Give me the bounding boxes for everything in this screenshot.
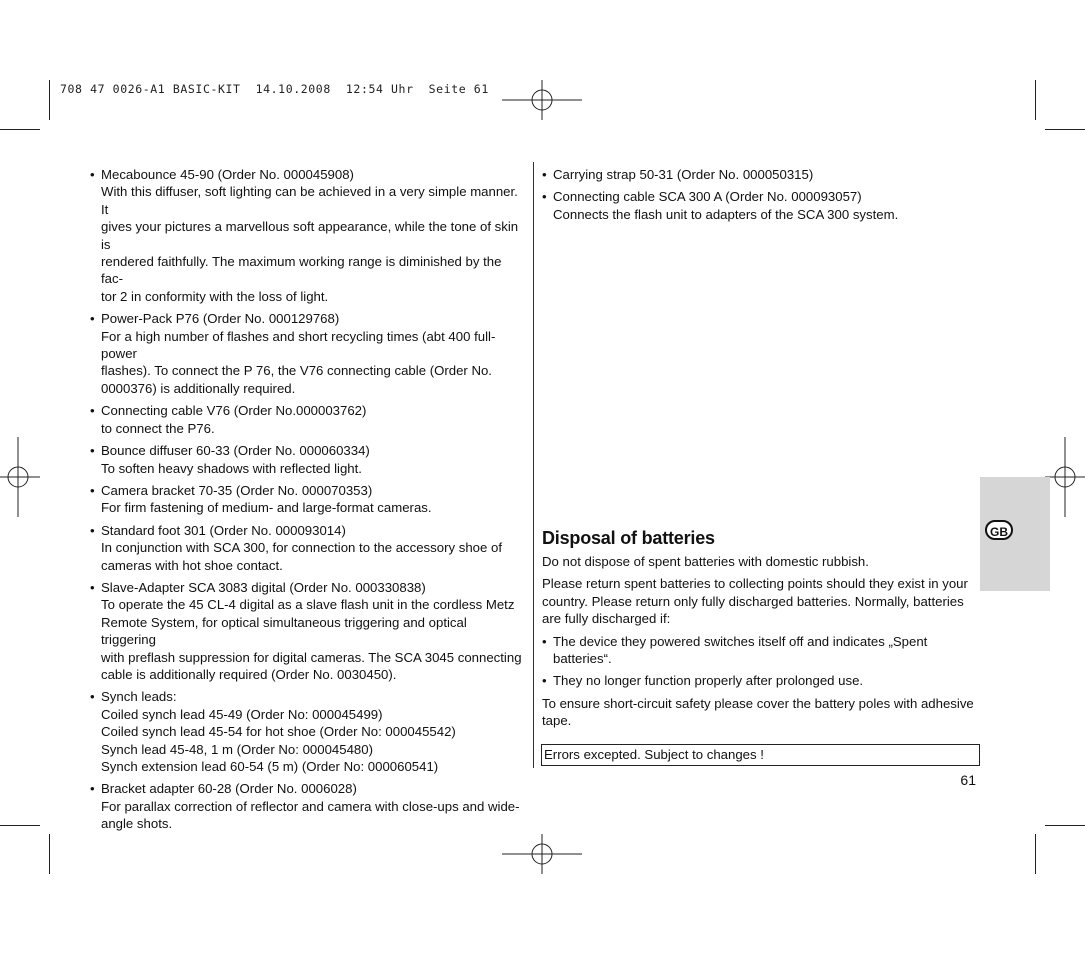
list-item	[90, 688, 522, 775]
bullet-icon: •	[90, 689, 95, 705]
list-item	[90, 579, 522, 683]
list-item	[90, 482, 522, 517]
bullet-icon: •	[90, 522, 95, 538]
list-item-description: Synch lead 45-48, 1 m (Order No: 000045480)	[101, 741, 373, 757]
list-item	[90, 442, 522, 477]
page-number: 61	[960, 772, 976, 788]
bullet-icon: •	[90, 167, 95, 182]
list-item-title: Synch leads:	[101, 689, 177, 705]
crop-mark	[1045, 825, 1085, 826]
list-item	[90, 402, 522, 437]
bullet-icon: •	[542, 633, 547, 649]
disposal-paragraph: Please return spent batteries to collecting points should they exist in your country. Please return only fully discharged batteries. Normally, batteries are fully discharged if:	[542, 576, 968, 627]
column-divider	[533, 162, 534, 768]
list-item-description: For firm fastening of medium- and large-format cameras.	[101, 500, 432, 516]
print-slug-header: 708 47 0026-A1 BASIC-KIT 14.10.2008 12:54 Uhr Seite 61	[60, 82, 489, 96]
bullet-icon: •	[542, 673, 547, 689]
list-item-title: Slave-Adapter SCA 3083 digital (Order No. 000330838)	[101, 579, 426, 595]
bullet-icon: •	[542, 167, 547, 182]
list-item-title: Bracket adapter 60-28 (Order No. 0006028)	[101, 781, 357, 797]
list-item-title: Mecabounce 45-90 (Order No. 000045908)	[101, 167, 354, 182]
bullet-icon: •	[90, 482, 95, 498]
list-item-description: 0000376) is additionally required.	[101, 380, 296, 396]
list-item-description: cameras with hot shoe contact.	[101, 557, 283, 573]
list-item-description: flashes). To connect the P 76, the V76 connecting cable (Order No.	[101, 363, 492, 379]
disposal-paragraph: To ensure short-circuit safety please cover the battery poles with adhesive tape.	[542, 695, 974, 729]
bullet-icon: •	[90, 781, 95, 797]
errors-notice-box: Errors excepted. Subject to changes !	[541, 744, 980, 766]
list-item-description: gives your pictures a marvellous soft appearance, while the tone of skin is	[101, 219, 519, 252]
list-item-description: to connect the P76.	[101, 420, 215, 436]
right-column	[542, 166, 978, 228]
crop-mark	[1035, 80, 1036, 120]
list-item-description: angle shots.	[101, 816, 173, 832]
registration-mark-icon	[1045, 437, 1085, 517]
list-item	[90, 166, 522, 305]
list-item-description: rendered faithfully. The maximum working range is diminished by the fac-	[101, 254, 502, 287]
list-item-description: To operate the 45 CL-4 digital as a slave flash unit in the cordless Metz	[101, 597, 515, 613]
list-item-title: Bounce diffuser 60-33 (Order No. 000060334)	[101, 443, 370, 459]
list-item-description: Connects the flash unit to adapters of the SCA 300 system.	[553, 206, 899, 222]
list-item-description: cable is additionally required (Order No. 0030450).	[101, 666, 397, 682]
disposal-heading: Disposal of batteries	[542, 528, 715, 548]
list-item	[90, 780, 522, 832]
list-item-title: Power-Pack P76 (Order No. 000129768)	[101, 311, 340, 327]
list-item	[90, 522, 522, 574]
list-item	[90, 310, 522, 397]
registration-mark-icon	[0, 437, 40, 517]
list-item-description: For parallax correction of reflector and camera with close-ups and wide-	[101, 798, 520, 814]
bullet-icon: •	[90, 403, 95, 419]
list-item-description: In conjunction with SCA 300, for connection to the accessory shoe of	[101, 540, 502, 556]
list-item-text: The device they powered switches itself off and indicates „Spent batteries“.	[553, 633, 928, 667]
list-item	[542, 166, 978, 183]
list-item	[542, 188, 978, 223]
list-item-title: Connecting cable V76 (Order No.000003762)	[101, 403, 367, 419]
registration-mark-icon	[502, 80, 582, 120]
bullet-icon: •	[90, 443, 95, 459]
list-item-text: They no longer function properly after prolonged use.	[553, 673, 864, 689]
list-item-title: Camera bracket 70-35 (Order No. 000070353)	[101, 482, 373, 498]
list-item-description: tor 2 in conformity with the loss of light.	[101, 288, 329, 304]
crop-mark	[0, 129, 40, 130]
list-item-description: To soften heavy shadows with reflected light.	[101, 460, 362, 476]
left-column	[90, 166, 522, 838]
language-badge: GB	[985, 520, 1013, 540]
list-item-description: Remote System, for optical simultaneous triggering and optical triggering	[101, 614, 467, 648]
list-item-title: Connecting cable SCA 300 A (Order No. 000093057)	[553, 189, 862, 205]
list-item-title: Carrying strap 50-31 (Order No. 000050315)	[553, 167, 814, 182]
crop-mark	[1045, 129, 1085, 130]
list-item	[542, 633, 978, 668]
bullet-icon: •	[542, 189, 547, 205]
bullet-icon: •	[90, 311, 95, 327]
list-item-description: For a high number of flashes and short recycling times (abt 400 full-power	[101, 328, 496, 362]
disposal-paragraph: Do not dispose of spent batteries with domestic rubbish.	[542, 554, 869, 569]
list-item	[542, 672, 978, 689]
list-item-description: with preflash suppression for digital cameras. The SCA 3045 connecting	[101, 649, 522, 665]
disposal-section	[542, 527, 978, 735]
list-item-title: Standard foot 301 (Order No. 000093014)	[101, 522, 346, 538]
list-item-description: With this diffuser, soft lighting can be achieved in a very simple manner. It	[101, 184, 518, 217]
registration-mark-icon	[502, 834, 582, 874]
list-item-description: Synch extension lead 60-54 (5 m) (Order No: 000060541)	[101, 759, 439, 774]
list-item-description: Coiled synch lead 45-49 (Order No: 000045499)	[101, 706, 383, 722]
crop-mark	[1035, 834, 1036, 874]
crop-mark	[49, 80, 50, 120]
crop-mark	[49, 834, 50, 874]
list-item-description: Coiled synch lead 45-54 for hot shoe (Order No: 000045542)	[101, 724, 456, 740]
crop-mark	[0, 825, 40, 826]
bullet-icon: •	[90, 579, 95, 595]
